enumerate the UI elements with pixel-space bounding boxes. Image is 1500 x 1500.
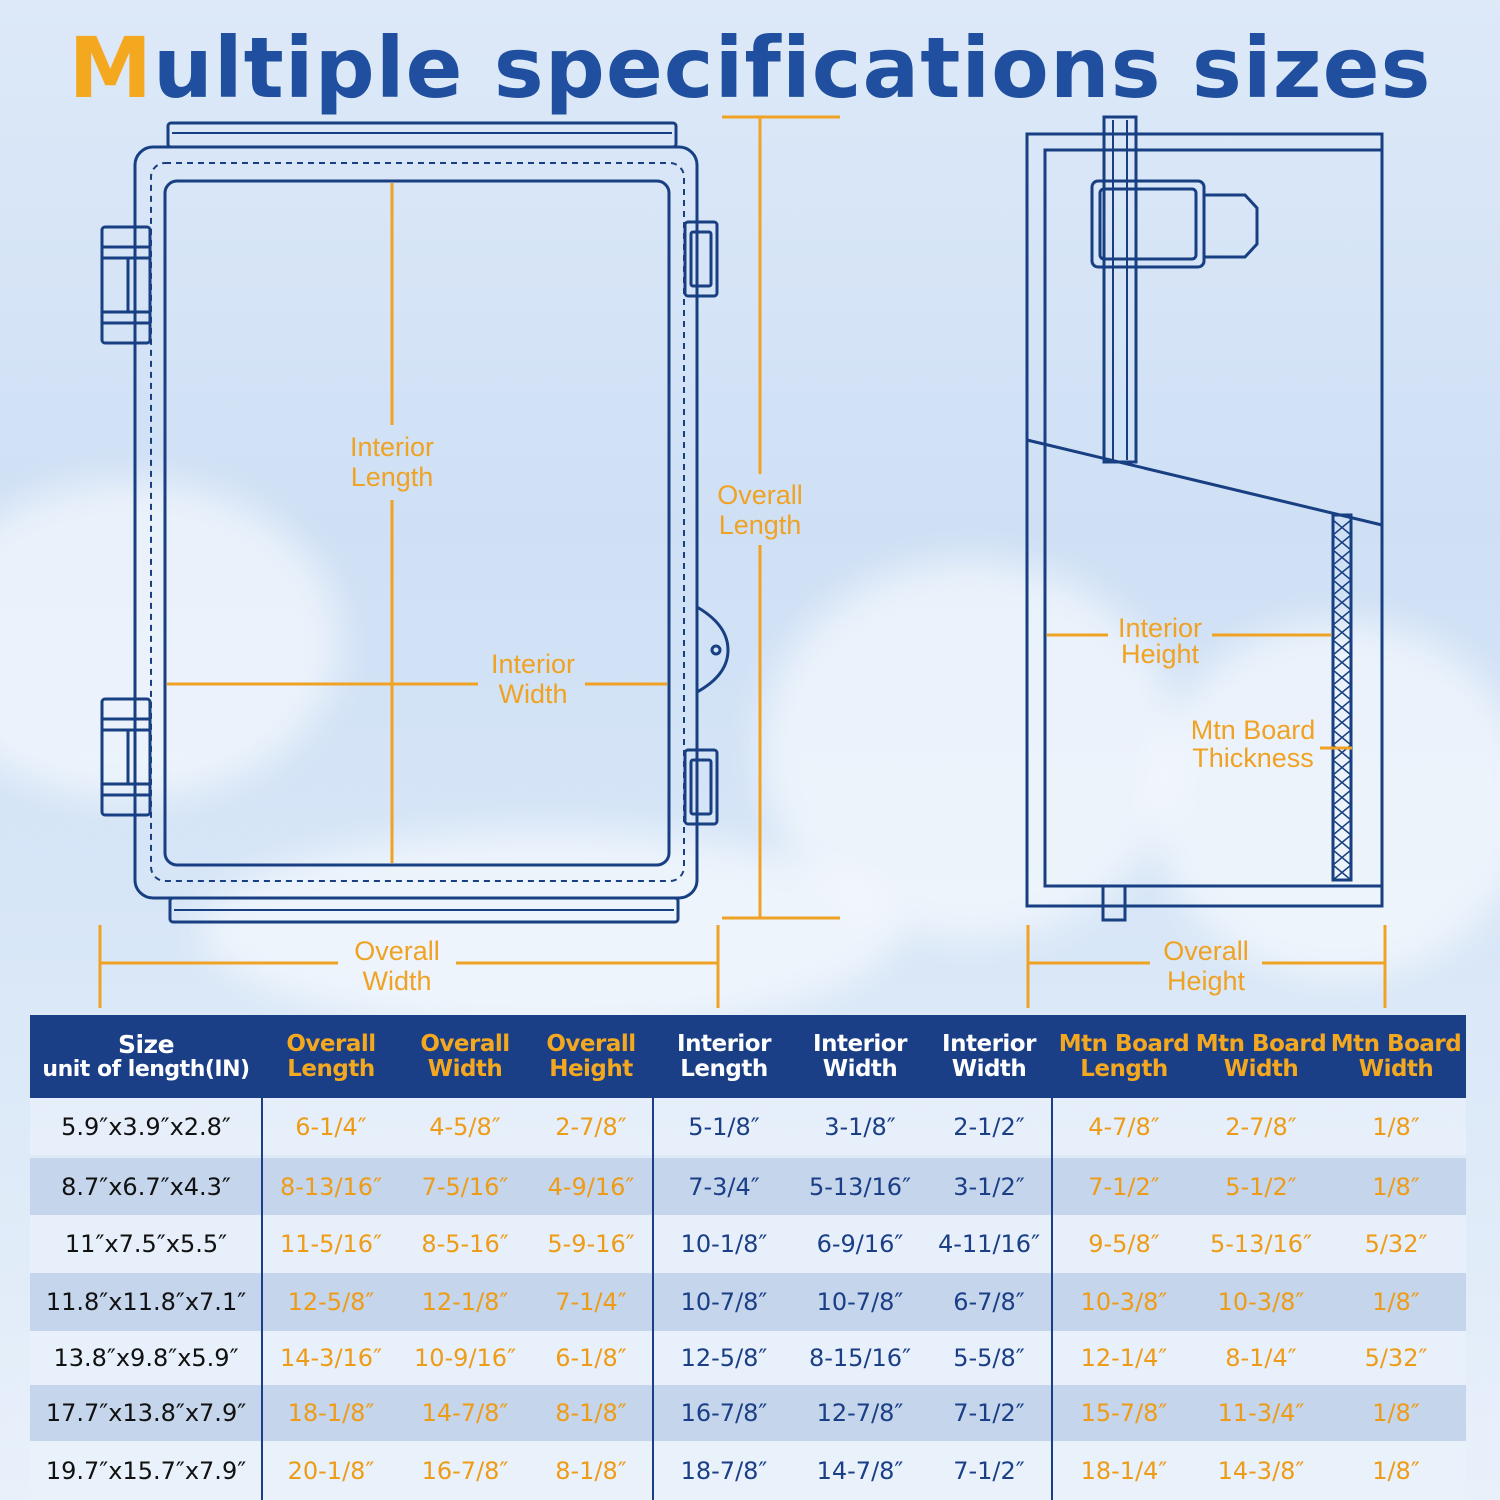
table-cell: 1/8″ xyxy=(1372,1456,1420,1485)
table-cell: 3-1/2″ xyxy=(953,1172,1025,1201)
table-cell: 15-7/8″ xyxy=(1080,1399,1168,1427)
table-cell: 5-1/8″ xyxy=(688,1112,760,1141)
size-cell: 11″x7.5″x5.5″ xyxy=(64,1230,228,1258)
enclosure-front-outline xyxy=(102,123,728,922)
column-header-line: Mtn Board xyxy=(1058,1030,1190,1057)
table-cell: 16-7/8″ xyxy=(421,1456,509,1485)
table-cell: 6-1/4″ xyxy=(295,1112,367,1141)
table-cell: 7-1/2″ xyxy=(1088,1172,1160,1201)
table-cell: 8-1/4″ xyxy=(1225,1344,1297,1372)
table-cell: 2-1/2″ xyxy=(953,1112,1025,1141)
table-cell: 8-15/16″ xyxy=(808,1344,912,1372)
column-header-line: Mtn Board xyxy=(1330,1030,1462,1057)
column-header-line: Interior xyxy=(813,1030,907,1057)
table-cell: 5-9-16″ xyxy=(547,1230,635,1258)
column-separator xyxy=(652,1015,654,1500)
label-line: Height xyxy=(1166,966,1246,996)
label-interior-width xyxy=(473,649,593,709)
table-cell: 10-3/8″ xyxy=(1217,1288,1305,1316)
table-cell: 12-7/8″ xyxy=(816,1399,904,1427)
table-cell: 11-3/4″ xyxy=(1217,1399,1305,1427)
table-cell: 5-1/2″ xyxy=(1225,1172,1297,1201)
table-cell: 8-13/16″ xyxy=(279,1172,383,1201)
column-header-line: Size xyxy=(117,1029,175,1059)
column-header xyxy=(262,1015,400,1098)
table-cell: 14-3/16″ xyxy=(279,1344,383,1372)
label-mtn-board-thickness xyxy=(1178,716,1328,772)
table-cell: 2-7/8″ xyxy=(555,1112,627,1141)
table-cell: 9-5/8″ xyxy=(1088,1230,1160,1258)
table-cell: 7-1/2″ xyxy=(953,1399,1025,1427)
table-cell: 16-7/8″ xyxy=(680,1399,768,1427)
column-header-line: Width xyxy=(427,1055,503,1082)
table-cell: 5/32″ xyxy=(1364,1230,1428,1258)
table-cell: 5-5/8″ xyxy=(953,1344,1025,1372)
table-cell: 11-5/16″ xyxy=(279,1230,383,1258)
column-separator xyxy=(261,1015,263,1500)
table-cell: 4-9/16″ xyxy=(547,1172,635,1201)
column-separator xyxy=(1051,1015,1053,1500)
table-row xyxy=(30,1441,1466,1500)
column-header-line: Mtn Board xyxy=(1195,1030,1327,1057)
table-cell: 20-1/8″ xyxy=(287,1456,375,1485)
table-cell: 10-1/8″ xyxy=(680,1230,768,1258)
table-cell: 7-1/4″ xyxy=(555,1288,627,1316)
table-cell: 8-1/8″ xyxy=(555,1456,627,1485)
table-cell: 1/8″ xyxy=(1372,1399,1420,1427)
table-cell: 4-11/16″ xyxy=(937,1230,1041,1258)
label-line: Interior xyxy=(349,432,435,462)
table-row xyxy=(30,1098,1466,1155)
label-line: Overall xyxy=(1163,936,1249,966)
table-cell: 12-1/8″ xyxy=(421,1288,509,1316)
table-cell: 18-1/8″ xyxy=(287,1399,375,1427)
size-cell: 13.8″x9.8″x5.9″ xyxy=(53,1344,239,1372)
label-line: Length xyxy=(718,510,802,540)
column-header xyxy=(530,1015,652,1098)
column-header-line: Overall xyxy=(286,1030,376,1057)
column-header-line: Width xyxy=(822,1055,898,1082)
table-cell: 8-5-16″ xyxy=(421,1230,509,1258)
column-header xyxy=(926,1015,1052,1098)
table-cell: 10-7/8″ xyxy=(680,1288,768,1316)
label-line: Width xyxy=(362,966,432,996)
size-cell: 19.7″x15.7″x7.9″ xyxy=(45,1456,247,1485)
table-cell: 14-3/8″ xyxy=(1217,1456,1305,1485)
enclosure-side-outline xyxy=(1027,117,1382,920)
label-overall-width xyxy=(337,936,457,996)
column-header xyxy=(1196,1015,1326,1098)
table-cell: 1/8″ xyxy=(1372,1112,1420,1141)
size-cell: 11.8″x11.8″x7.1″ xyxy=(45,1288,247,1316)
size-cell: 17.7″x13.8″x7.9″ xyxy=(45,1399,247,1427)
size-cell: 8.7″x6.7″x4.3″ xyxy=(61,1172,231,1201)
column-header xyxy=(400,1015,530,1098)
column-header-line: Interior xyxy=(942,1030,1036,1057)
column-header-line: Width xyxy=(1358,1055,1434,1082)
table-cell: 6-9/16″ xyxy=(816,1230,904,1258)
label-interior-height xyxy=(1100,615,1220,667)
label-overall-length xyxy=(700,480,820,540)
column-header-line: Interior xyxy=(677,1030,771,1057)
table-row xyxy=(30,1273,1466,1331)
table-cell: 10-9/16″ xyxy=(413,1344,517,1372)
table-row xyxy=(30,1385,1466,1441)
table-cell: 14-7/8″ xyxy=(421,1399,509,1427)
table-cell: 12-5/8″ xyxy=(287,1288,375,1316)
title-first-letter: M xyxy=(68,19,154,117)
table-cell: 7-3/4″ xyxy=(688,1172,760,1201)
column-header xyxy=(794,1015,926,1098)
table-cell: 8-1/8″ xyxy=(555,1399,627,1427)
table-cell: 2-7/8″ xyxy=(1225,1112,1297,1141)
label-overall-height xyxy=(1146,936,1266,996)
table-cell: 12-1/4″ xyxy=(1080,1344,1168,1372)
table-cell: 18-7/8″ xyxy=(680,1456,768,1485)
column-header-line: Width xyxy=(1223,1055,1299,1082)
table-cell: 18-1/4″ xyxy=(1080,1456,1168,1485)
label-interior-length xyxy=(332,432,452,492)
column-header xyxy=(654,1015,794,1098)
table-cell: 3-1/8″ xyxy=(824,1112,896,1141)
table-cell: 7-1/2″ xyxy=(953,1456,1025,1485)
column-header-line: Width xyxy=(951,1055,1027,1082)
column-header-line: Length xyxy=(680,1055,768,1082)
table-cell: 1/8″ xyxy=(1372,1172,1420,1201)
label-line: Mtn Board xyxy=(1190,715,1316,745)
label-line: Length xyxy=(350,462,434,492)
column-header-line: Overall xyxy=(546,1030,636,1057)
table-cell: 10-7/8″ xyxy=(816,1288,904,1316)
label-line: Thickness xyxy=(1192,743,1314,773)
table-cell: 12-5/8″ xyxy=(680,1344,768,1372)
column-header-line: Length xyxy=(287,1055,375,1082)
table-cell: 4-5/8″ xyxy=(429,1112,501,1141)
table-cell: 5/32″ xyxy=(1364,1344,1428,1372)
column-header-line: unit of length(IN) xyxy=(42,1056,250,1082)
table-row xyxy=(30,1158,1466,1215)
column-header-line: Height xyxy=(549,1055,633,1082)
column-header xyxy=(1326,1015,1466,1098)
column-header-line: Length xyxy=(1080,1055,1168,1082)
label-line: Interior xyxy=(490,649,576,679)
table-cell: 7-5/16″ xyxy=(421,1172,509,1201)
spec-table xyxy=(30,1015,1466,1500)
table-cell: 6-1/8″ xyxy=(555,1344,627,1372)
spec-table-header xyxy=(30,1015,1466,1098)
table-cell: 10-3/8″ xyxy=(1080,1288,1168,1316)
column-header-line: Overall xyxy=(420,1030,510,1057)
label-line: Overall xyxy=(717,480,803,510)
size-cell: 5.9″x3.9″x2.8″ xyxy=(61,1112,231,1141)
label-line: Overall xyxy=(354,936,440,966)
column-header xyxy=(30,1015,262,1098)
title-rest: ultiple specifications sizes xyxy=(153,19,1432,117)
column-header xyxy=(1052,1015,1196,1098)
table-cell: 1/8″ xyxy=(1372,1288,1420,1316)
label-line: Interior xyxy=(1117,613,1203,643)
label-line: Width xyxy=(498,679,568,709)
front-dimension-lines xyxy=(100,117,840,1008)
table-row xyxy=(30,1215,1466,1273)
table-row xyxy=(30,1331,1466,1385)
table-cell: 5-13/16″ xyxy=(1209,1230,1313,1258)
table-cell: 5-13/16″ xyxy=(808,1172,912,1201)
table-cell: 14-7/8″ xyxy=(816,1456,904,1485)
table-cell: 6-7/8″ xyxy=(953,1288,1025,1316)
label-line: Height xyxy=(1120,639,1200,669)
table-cell: 4-7/8″ xyxy=(1088,1112,1160,1141)
